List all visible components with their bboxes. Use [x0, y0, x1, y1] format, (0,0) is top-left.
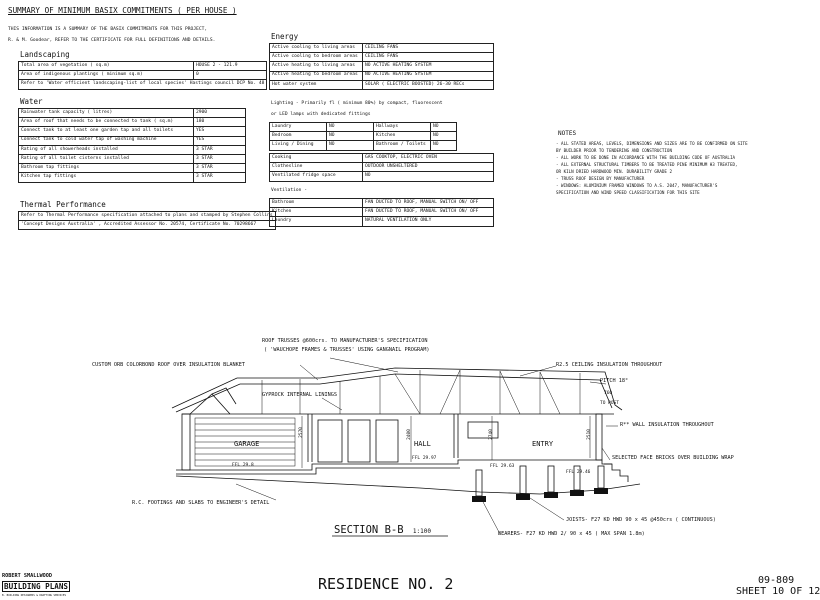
fascia-label: TO POST: [600, 401, 619, 406]
room-cell: Bathroom / Toilets: [374, 141, 431, 150]
label-cell: Connect tank to cold water tap of washing machine: [19, 136, 194, 145]
table-row: [270, 154, 494, 163]
ffl-hall: FFL 29.97: [412, 456, 437, 461]
value-cell: YES: [194, 127, 246, 136]
dim-2400: 2400: [406, 429, 412, 440]
water-heading: Water: [20, 97, 43, 106]
label-cell: Area of roof that needs to be connected to tank ( sq.m): [19, 118, 194, 127]
table-row: [19, 212, 276, 221]
garage-wall: [182, 414, 190, 470]
value-cell: 3 STAR: [194, 145, 246, 154]
note-line: - ALL STATED AREAS, LEVELS, DIMENSIONS AND SIZES ARE TO BE CONFIRMED ON SITE: [556, 141, 748, 146]
energy-table-2: [269, 153, 494, 182]
ffl-mid: FFL 29.63: [490, 464, 515, 469]
label-cell: Active cooling to living areas: [270, 44, 363, 53]
table-row: [270, 163, 494, 172]
basix-summary-panel: [4, 2, 273, 242]
garage-label: GARAGE: [234, 440, 260, 448]
footings-note: R.C. FOOTINGS AND SLABS TO ENGINEER'S DETAIL: [132, 500, 270, 506]
dim-2510: 2510: [586, 429, 592, 440]
entry-label: ENTRY: [532, 440, 554, 448]
label-cell: Active heating to bedroom areas: [270, 71, 363, 80]
dim-2740: 2740: [488, 429, 494, 440]
dim-2570: 2570: [298, 427, 304, 438]
value-cell: CEILING FANS: [363, 44, 494, 53]
wall-insulation-note: R** WALL INSULATION THROUGHOUT: [620, 422, 714, 428]
entry-wall: [596, 414, 602, 460]
label-cell: Kitchen tap fittings: [19, 173, 194, 182]
roof-trusses-note: ROOF TRUSSES @600crs. TO MANUFACTURER'S SPECIFICATION: [262, 338, 428, 344]
table-row: [270, 132, 457, 141]
note-line: BY BUILDER PRIOR TO TENDERING AND CONSTRUCTION: [556, 148, 672, 153]
table-row: [19, 154, 246, 163]
room-cell: Hallways: [374, 123, 431, 132]
value-cell: CEILING FANS: [363, 53, 494, 62]
label-cell: Total area of vegetation ( sq.m): [19, 62, 194, 71]
bearers-note: BEARERS- F27 KD HWD 2/ 90 x 45 ( MAX SPAN 1.8m): [498, 531, 645, 537]
label-cell: Connect tank to at least one garden tap and all toilets: [19, 127, 194, 136]
notes-block: [556, 130, 796, 220]
note-line: SPECIFICATION AND WIND SPEED CLASSIFICATION FOR THIS SITE: [556, 190, 700, 195]
label-cell: Area of indigenous plantings ( minimum sq.m): [19, 71, 194, 80]
value-cell: NO ACTIVE HEATING SYSTEM: [363, 62, 494, 71]
table-row: [270, 199, 494, 208]
energy-table: [269, 43, 494, 90]
roof-trusses-note-2: ( 'WAUCHOPE FRAMES & TRUSSES' USING GANGNAIL PROGRAM): [264, 347, 430, 353]
company-logo: [0, 572, 72, 600]
thermal-heading: Thermal Performance: [20, 200, 106, 209]
gyprock-note: GYPROCK INTERNAL LININGS: [262, 392, 337, 398]
table-row: [270, 53, 494, 62]
table-row: [19, 173, 246, 182]
ventilation-label: Ventilation -: [271, 188, 307, 193]
ceiling-insulation-note: R2.5 CEILING INSULATION THROUGHOUT: [556, 362, 663, 368]
full-cell: Refer to 'Water efficient landscaping-list of local species' Hastings council DCP No. 48: [19, 80, 267, 89]
room-cell: Living / Dining: [270, 141, 327, 150]
thermal-line-1: Refer to Thermal Performance specification attached to plans and stamped by Stephen Collins: [19, 212, 276, 221]
summary-intro-1: THIS INFORMATION IS A SUMMARY OF THE BASIX COMMITMENTS FOR THIS PROJECT,: [8, 27, 208, 32]
label-cell: Rating of all showerheads installed: [19, 145, 194, 154]
value-cell: NATURAL VENTILATION ONLY: [363, 217, 494, 226]
roof-material-note: CUSTOM ORB COLORBOND ROOF OVER INSULATION BLANKET: [92, 362, 246, 368]
job-number: 09-809: [758, 575, 795, 586]
table-row: [270, 71, 494, 80]
value-cell: OUTDOOR UNSHELTERED: [363, 163, 494, 172]
table-row: [19, 109, 246, 118]
pitch-label: PITCH 18°: [600, 378, 629, 384]
table-row: [270, 217, 494, 226]
table-row: [19, 118, 246, 127]
ventilation-table: [269, 198, 494, 227]
value-cell: 3 STAR: [194, 154, 246, 163]
table-row: [19, 71, 267, 80]
label-cell: Bathroom tap fittings: [19, 164, 194, 173]
ffl-garage: FFL 29.8: [232, 463, 254, 468]
room-cell: Kitchen: [374, 132, 431, 141]
landscaping-heading: Landscaping: [20, 50, 70, 59]
table-row: [270, 208, 494, 217]
table-row: [19, 164, 246, 173]
section-title: [334, 524, 431, 536]
value-cell: NO: [431, 132, 457, 141]
table-row: [270, 80, 494, 89]
table-row: [270, 44, 494, 53]
label-cell: Rating of all toilet cisterns installed: [19, 154, 194, 163]
table-row: [19, 62, 267, 71]
lighting-line-1: Lighting - Primarily fl ( minimum 80%) by compact, fluorescent: [271, 101, 443, 106]
lighting-table: [269, 122, 457, 151]
value-cell: NO: [327, 141, 374, 150]
value-cell: NO: [431, 141, 457, 150]
label-cell: Bathroom: [270, 199, 363, 208]
ffl-entry: FFL 29.46: [566, 470, 591, 475]
value-cell: FAN DUCTED TO ROOF, MANUAL SWITCH ON/ OFF: [363, 199, 494, 208]
joists-note: JOISTS- F27 KD HWD 90 x 45 @450crs ( CONTINUOUS): [566, 517, 716, 523]
sheet-number: SHEET 10 OF 12: [736, 586, 820, 597]
door: [348, 420, 370, 462]
value-cell: 180: [194, 118, 246, 127]
value-cell: 3 STAR: [194, 173, 246, 182]
value-cell: 2900: [194, 109, 246, 118]
door: [318, 420, 342, 462]
note-line: - WINDOWS: ALUMINIUM FRAMED WINDOWS TO A.S. 2047, MANUFACTURER'S: [556, 183, 718, 188]
water-table: [18, 108, 246, 183]
section-title-text: SECTION B-B: [334, 524, 404, 536]
garage-truss: [190, 388, 236, 414]
section-scale: 1:100: [412, 528, 431, 535]
value-cell: NO: [363, 172, 494, 181]
thermal-table: [18, 211, 276, 230]
steps: [604, 464, 628, 482]
note-line: - ALL WORK TO BE DONE IN ACCORDANCE WITH THE BUILDING CODE OF AUSTRALIA: [556, 155, 735, 160]
table-row: [270, 123, 457, 132]
pads: [472, 488, 608, 502]
value-cell: NO ACTIVE HEATING SYSTEM: [363, 71, 494, 80]
hall-label: HALL: [414, 440, 431, 448]
value-cell: GAS COOKTOP, ELECTRIC OVEN: [363, 154, 494, 163]
lighting-line-2: or LED lamps with dedicated fittings: [271, 112, 371, 117]
summary-intro-2: R. & M. Goodear, REFER TO THE CERTIFICATE FOR FULL DEFINITIONS AND DETAILS.: [8, 38, 216, 43]
value-cell: HOUSE 2 - 121.9: [194, 62, 267, 71]
room-cell: Laundry: [270, 123, 327, 132]
label-cell: Ventilated fridge space: [270, 172, 363, 181]
table-row: [19, 80, 267, 89]
value-cell: NO: [431, 123, 457, 132]
note-line: OR KILN DRIED HARDWOOD MIN. DURABILITY GRADE 2: [556, 169, 672, 174]
project-title: RESIDENCE NO. 2: [318, 575, 454, 593]
table-row: [19, 221, 276, 230]
room-cell: Bedroom: [270, 132, 327, 141]
value-cell: NO: [327, 132, 374, 141]
table-row: [270, 172, 494, 181]
label-cell: Laundry: [270, 217, 363, 226]
value-cell: NO: [327, 123, 374, 132]
face-bricks-note: SELECTED FACE BRICKS OVER BUILDING WRAP: [612, 455, 734, 461]
energy-heading: Energy: [271, 32, 299, 41]
label-cell: Rainwater tank capacity ( litres): [19, 109, 194, 118]
label-cell: Hot water system: [270, 80, 363, 89]
note-line: - TRUSS ROOF DESIGN BY MANUFACTURER: [556, 176, 645, 181]
eave-dim: 760: [604, 391, 613, 396]
table-row: [270, 141, 457, 150]
label-cell: Clothesline: [270, 163, 363, 172]
notes-heading: NOTES: [558, 130, 577, 137]
value-cell: 3 STAR: [194, 164, 246, 173]
title-block: [0, 572, 820, 600]
company-name-3: B. BUILDING DESIGNERS & DRAFTING SERVICES: [2, 594, 67, 597]
table-row: [19, 127, 246, 136]
label-cell: Kitchen: [270, 208, 363, 217]
table-row: [19, 136, 246, 145]
table-row: [19, 145, 246, 154]
company-name-2: BUILDING PLANS: [4, 582, 69, 591]
company-name-1: ROBERT SMALLWOOD: [2, 573, 52, 579]
label-cell: Active heating to living areas: [270, 62, 363, 71]
roof-underside: [176, 374, 612, 412]
value-cell: 0: [194, 71, 267, 80]
summary-title: SUMMARY OF MINIMUM BASIX COMMITMENTS ( PER HOUSE ): [8, 6, 237, 15]
label-cell: Cooking: [270, 154, 363, 163]
thermal-line-2: 'Concept Designs Australia' , Accredited Assessor No. 20574, Certificate No. 70298667: [19, 221, 276, 230]
value-cell: FAN DUCTED TO ROOF, MANUAL SWITCH ON/ OFF: [363, 208, 494, 217]
label-cell: Active cooling to bedroom areas: [270, 53, 363, 62]
door: [376, 420, 398, 462]
value-cell: SOLAR ( ELECTRIC BOOSTED) 26-30 RECs: [363, 80, 494, 89]
note-line: - ALL EXTERNAL STRUCTURAL TIMBERS TO BE TREATED PINE MINIMUM H3 TREATED,: [556, 162, 738, 167]
landscaping-table: [18, 61, 267, 90]
table-row: [270, 62, 494, 71]
value-cell: YES: [194, 136, 246, 145]
energy-panel: [265, 30, 500, 238]
